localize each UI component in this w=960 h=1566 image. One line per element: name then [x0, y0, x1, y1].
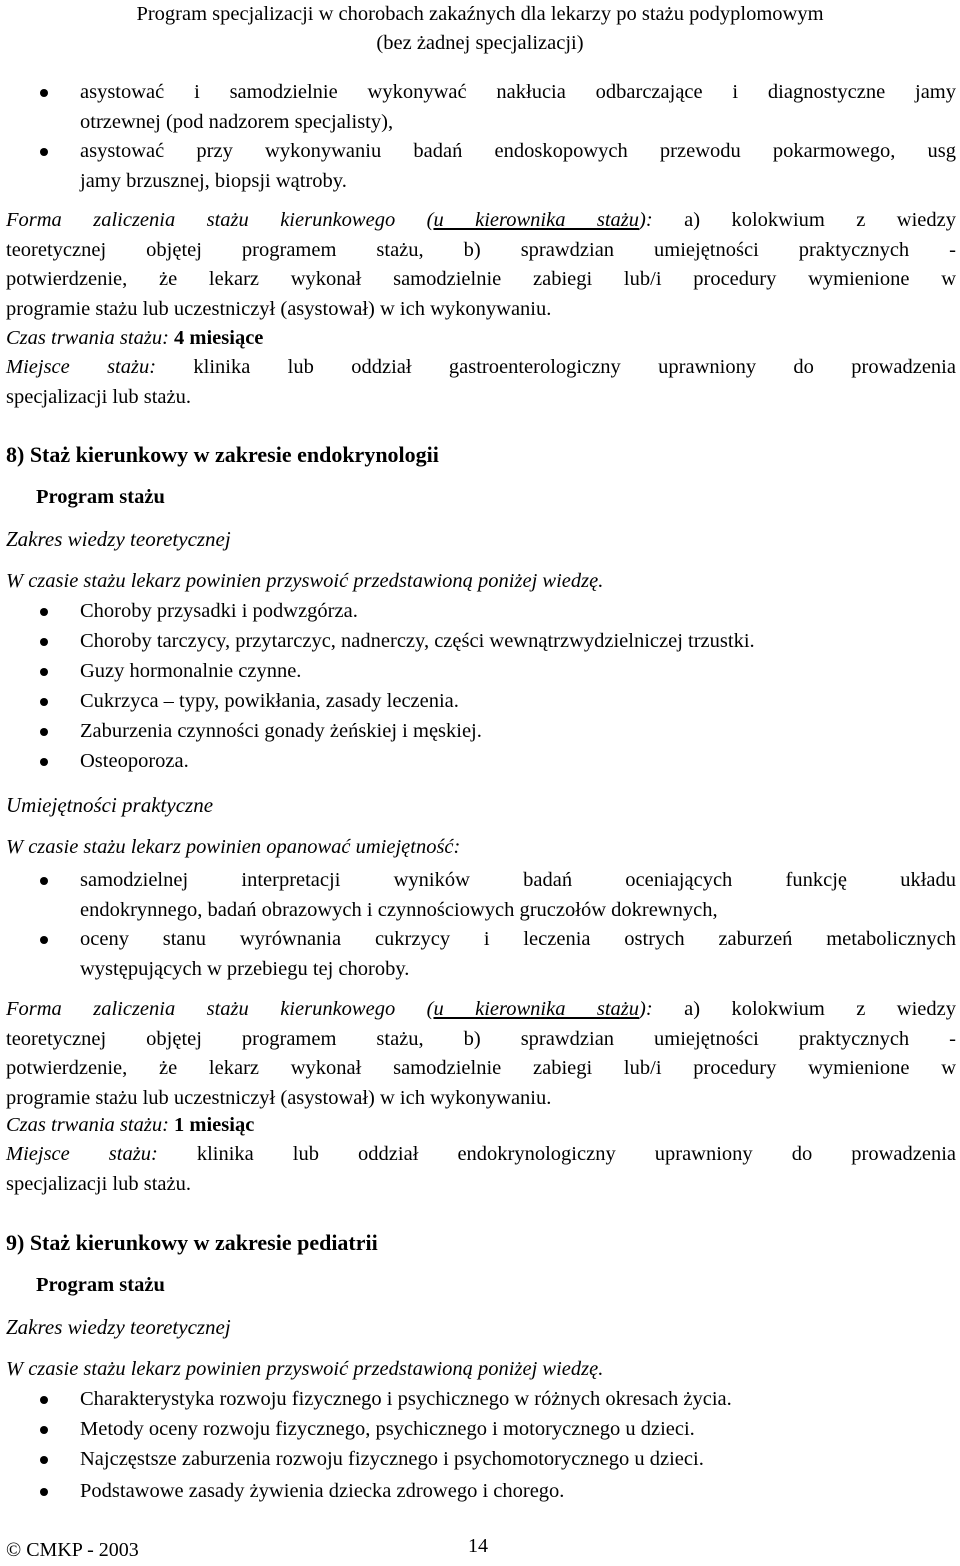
list-item: Charakterystyka rozwoju fizycznego i psychicznego w różnych okresach życia.	[80, 1388, 732, 1410]
footer-copyright: © CMKP - 2003	[6, 1539, 139, 1561]
program-heading: Program stażu	[36, 486, 165, 508]
list-item: asystować przy wykonywaniu badań endoskopowych przewodu pokarmowego, usg jamy brzusznej, biopsji wątroby.	[80, 140, 956, 192]
czas-trwania: Czas trwania stażu: 1 miesiąc	[6, 1114, 255, 1136]
miejsce-stazu: Miejsce stażu: klinika lub oddział endokrynologiczny uprawniony do prowadzenia specjalizacji lub stażu.	[6, 1143, 956, 1195]
bullet-icon	[40, 728, 48, 736]
list-item: Najczęstsze zaburzenia rozwoju fizycznego i psychomotorycznego u dzieci.	[80, 1448, 704, 1470]
list-item: Osteoporoza.	[80, 750, 189, 772]
zakres-heading: Zakres wiedzy teoretycznej	[6, 1315, 231, 1339]
bullet-icon	[40, 877, 48, 885]
umiejetnosci-heading: Umiejętności praktyczne	[6, 793, 214, 817]
list-item: Cukrzyca – typy, powikłania, zasady leczenia.	[80, 690, 459, 712]
bullet-icon	[40, 89, 48, 97]
intro-text: W czasie stażu lekarz powinien przyswoić przedstawioną poniżej wiedzę.	[6, 570, 604, 592]
list-item: asystować i samodzielnie wykonywać nakłucia odbarczające i diagnostyczne jamy otrzewnej (pod nadzorem specjalisty),	[80, 81, 956, 133]
bullet-icon	[40, 638, 48, 646]
page-header-subtitle: (bez żadnej specjalizacji)	[376, 32, 584, 54]
list-item: Podstawowe zasady żywienia dziecka zdrowego i chorego.	[80, 1480, 565, 1502]
umiejetnosci-intro: W czasie stażu lekarz powinien opanować umiejętność:	[6, 836, 461, 858]
forma-underlined: u kierownika stażu	[433, 998, 640, 1020]
bullet-icon	[40, 608, 48, 616]
section-8-title: 8) Staż kierunkowy w zakresie endokrynologii	[6, 442, 439, 467]
bullet-icon	[40, 758, 48, 766]
intro-text: W czasie stażu lekarz powinien przyswoić przedstawioną poniżej wiedzę.	[6, 1358, 604, 1380]
program-heading: Program stażu	[36, 1274, 165, 1296]
zakres-heading: Zakres wiedzy teoretycznej	[6, 527, 231, 551]
bullet-icon	[40, 148, 48, 156]
forma-underlined: u kierownika stażu	[433, 209, 640, 231]
list-item: Zaburzenia czynności gonady żeńskiej i męskiej.	[80, 720, 482, 742]
page-header-title: Program specjalizacji w chorobach zakaźnych dla lekarzy po stażu podyplomowym	[136, 3, 824, 25]
list-item: oceny stanu wyrównania cukrzycy i leczenia ostrych zaburzeń metabolicznych występujących w przebiegu tej choroby.	[80, 928, 956, 980]
bullet-icon	[40, 1488, 48, 1496]
list-item: samodzielnej interpretacji wyników badań oceniających funkcję układu endokrynnego, badań obrazowych i czynnościowych gruczołów dokrewnych,	[80, 869, 956, 921]
list-item: Choroby przysadki i podwzgórza.	[80, 600, 358, 622]
bullet-icon	[40, 1426, 48, 1434]
miejsce-stazu: Miejsce stażu: klinika lub oddział gastroenterologiczny uprawniony do prowadzenia specjalizacji lub stażu.	[6, 356, 956, 408]
list-item: Guzy hormonalnie czynne.	[80, 660, 302, 682]
czas-trwania: Czas trwania stażu: 4 miesiące	[6, 327, 264, 349]
forma-zaliczenia-paragraph: Forma zaliczenia stażu kierunkowego (u kierownika stażu): a) kolokwium z wiedzy teoretycznej objętej programem stażu, b) sprawdzian umiejętności praktycznych - potwierdzenie, że lekarz wykonał samodzielnie zabiegi lub/i procedury wymienione w programie stażu lub uczestniczył (asystował) w ich wykonywaniu.	[6, 998, 956, 1109]
bullet-icon	[40, 1456, 48, 1464]
forma-zaliczenia-paragraph: Forma zaliczenia stażu kierunkowego (u kierownika stażu): a) kolokwium z wiedzy teoretycznej objętej programem stażu, b) sprawdzian umiejętności praktycznych - potwierdzenie, że lekarz wykonał samodzielnie zabiegi lub/i procedury wymienione w programie stażu lub uczestniczył (asystował) w ich wykonywaniu.	[6, 209, 956, 320]
section-9-title: 9) Staż kierunkowy w zakresie pediatrii	[6, 1230, 378, 1255]
bullet-icon	[40, 698, 48, 706]
bullet-icon	[40, 668, 48, 676]
bullet-icon	[40, 1396, 48, 1404]
page-number: 14	[468, 1535, 488, 1557]
forma-label: Forma zaliczenia stażu kierunkowego (	[6, 209, 434, 231]
list-item: Metody oceny rozwoju fizycznego, psychicznego i motorycznego u dzieci.	[80, 1418, 695, 1440]
bullet-icon	[40, 936, 48, 944]
list-item: Choroby tarczycy, przytarczyc, nadnerczy, części wewnątrzwydzielniczej trzustki.	[80, 630, 755, 652]
